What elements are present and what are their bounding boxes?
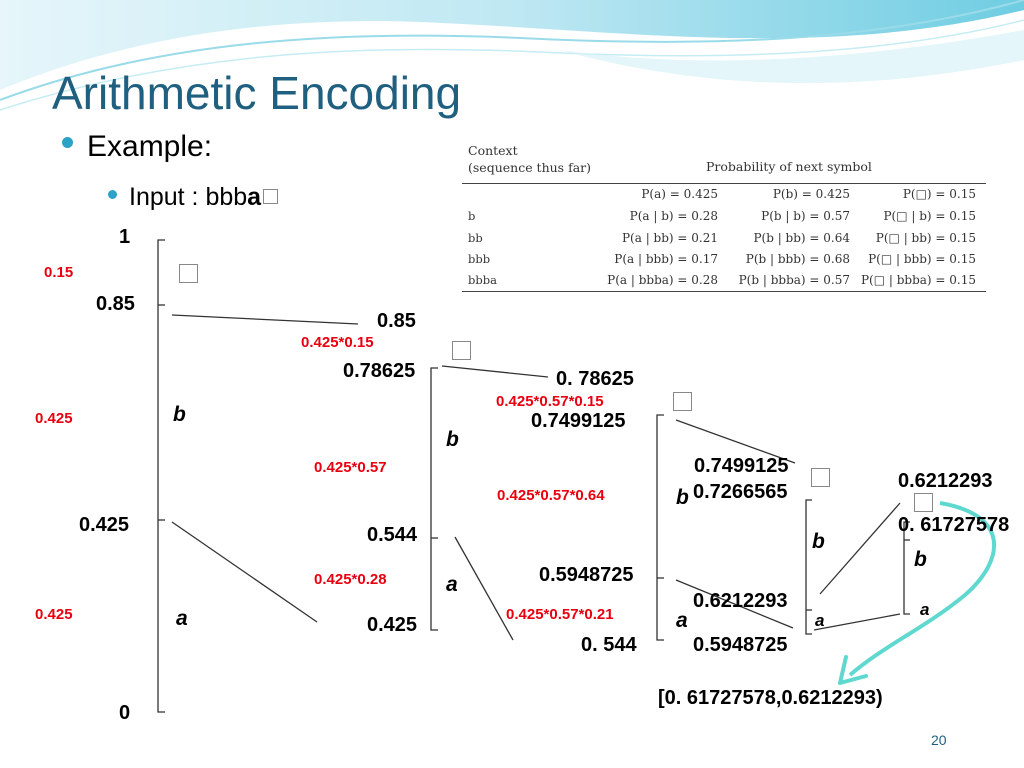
table-cell-pend: P(□ | bb) = 0.15 (875, 231, 976, 245)
input-bold-symbol: a (247, 183, 262, 211)
s2-width-a: 0.425*0.28 (314, 571, 387, 588)
s4-bottom-value: 0.5948725 (693, 634, 788, 656)
s1-mid-value: 0.425 (79, 514, 130, 536)
s2-top-value: 0.85 (377, 310, 416, 332)
s3-width-end: 0.425*0.57*0.15 (496, 393, 604, 410)
table-cell-pb: P(b | b) = 0.57 (761, 209, 850, 223)
table-cell-pend: P(□) = 0.15 (902, 187, 976, 201)
table-cell-pa: P(a) = 0.425 (641, 187, 718, 201)
s4-top-value: 0.7499125 (694, 455, 789, 477)
s1-upper-value: 0.85 (96, 293, 135, 315)
end-symbol-icon (179, 264, 198, 283)
page-number: 20 (931, 732, 947, 748)
s3-mid-value: 0.5948725 (539, 564, 634, 586)
s1-bottom-value: 0 (119, 702, 131, 724)
table-cell-pa: P(a | bbb) = 0.17 (614, 252, 718, 266)
s4-mid-value: 0.6212293 (693, 590, 788, 612)
s1-top-value: 1 (119, 226, 131, 248)
table-cell-pb: P(b | bbb) = 0.68 (745, 252, 850, 266)
s3-top-value: 0. 78625 (556, 368, 634, 390)
input-label: Input : bbb (129, 183, 248, 211)
table-cell-context: bb (468, 231, 483, 245)
s2-upper-value: 0.78625 (343, 360, 416, 382)
s1-width-b: 0.425 (35, 410, 73, 427)
table-cell-pb: P(b | bbba) = 0.57 (738, 273, 850, 287)
table-cell-pend: P(□ | b) = 0.15 (883, 209, 976, 223)
s2-bottom-value: 0.425 (367, 614, 418, 636)
s5-top-value: 0.6212293 (898, 470, 993, 492)
table-cell-pa: P(a | b) = 0.28 (629, 209, 718, 223)
s2-width-end: 0.425*0.15 (301, 334, 374, 351)
s3-symbol-a: a (676, 609, 688, 632)
s2-symbol-a: a (446, 573, 458, 596)
table-cell-pa: P(a | bbba) = 0.28 (607, 273, 718, 287)
end-symbol-icon (673, 392, 692, 411)
s3-width-b: 0.425*0.57*0.64 (497, 487, 605, 504)
s2-width-b: 0.425*0.57 (314, 459, 387, 476)
header-context-line1: Context (468, 143, 518, 158)
s3-upper-value: 0.7499125 (531, 410, 626, 432)
s1-width-a: 0.425 (35, 606, 73, 623)
table-cell-pend: P(□ | bbb) = 0.15 (868, 252, 976, 266)
s5-symbol-b: b (914, 548, 927, 571)
table-header-probability: Probability of next symbol (706, 159, 872, 174)
s1-symbol-a: a (176, 607, 188, 630)
header-context-line2: (sequence thus far) (468, 160, 592, 175)
s2-symbol-b: b (446, 428, 459, 451)
s2-mid-value: 0.544 (367, 524, 418, 546)
s1-symbol-b: b (173, 403, 186, 426)
slide-title: Arithmetic Encoding (52, 67, 462, 119)
example-label: Example: (87, 130, 213, 163)
s1-width-end: 0.15 (44, 264, 74, 281)
table-cell-context: bbb (468, 252, 491, 266)
table-cell-pa: P(a | bb) = 0.21 (621, 231, 718, 245)
table-cell-pb: P(b | bb) = 0.64 (753, 231, 850, 245)
end-symbol-icon (452, 341, 471, 360)
end-symbol-icon (914, 493, 933, 512)
s3-symbol-b: b (676, 486, 689, 509)
s4-symbol-b: b (812, 530, 825, 553)
table-cell-context: b (468, 209, 476, 223)
table-cell-pend: P(□ | bbba) = 0.15 (860, 273, 976, 287)
s4-symbol-a: a (815, 611, 825, 630)
s5-symbol-a: a (920, 600, 930, 619)
s3-bottom-value: 0. 544 (581, 634, 637, 656)
end-symbol-icon (811, 468, 830, 487)
s3-width-a: 0.425*0.57*0.21 (506, 606, 614, 623)
s5-upper-value: 0. 61727578 (898, 514, 1010, 536)
table-cell-context: bbba (468, 273, 497, 287)
table-cell-pb: P(b) = 0.425 (772, 187, 850, 201)
s4-upper-value: 0.7266565 (693, 481, 788, 503)
result-interval: [0. 61727578,0.6212293) (658, 687, 883, 709)
